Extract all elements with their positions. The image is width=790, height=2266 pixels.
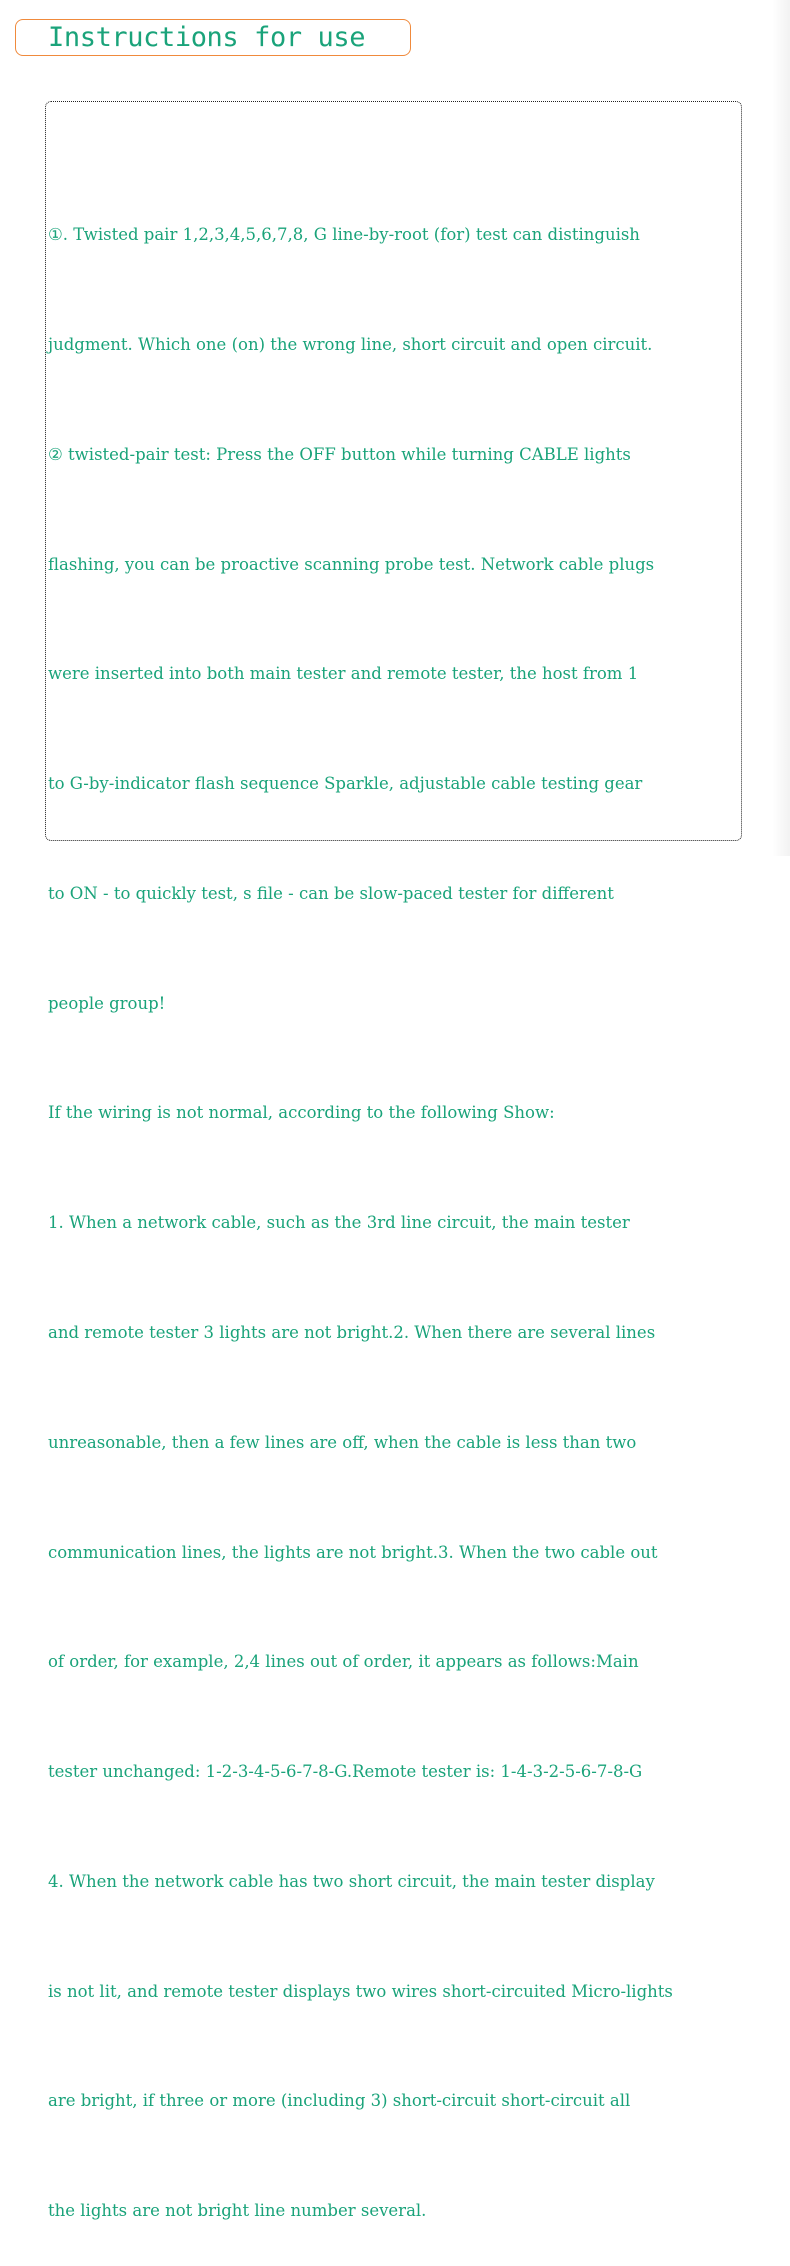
instruction-line: to ON - to quickly test, s file - can be slow-paced tester for different — [48, 883, 614, 903]
instruction-line: If the wiring is not normal, according to the following Show: — [48, 1103, 555, 1123]
instruction-line: and remote tester 3 lights are not bright.2. When there are several lines — [48, 1323, 656, 1342]
instruction-line: the lights are not bright line number several. — [48, 2201, 427, 2221]
instruction-line: people group! — [48, 993, 166, 1013]
instruction-line: ② twisted-pair test: Press the OFF button while turning CABLE lights — [48, 444, 631, 464]
instruction-line: tester unchanged: 1-2-3-4-5-6-7-8-G.Remote tester is: 1-4-3-2-5-6-7-8-G — [48, 1762, 643, 1782]
instructions-text — [48, 144, 788, 2266]
instruction-line: are bright, if three or more (including 3) short-circuit short-circuit all — [48, 2091, 631, 2111]
instruction-line: to G-by-indicator flash sequence Sparkle, adjustable cable testing gear — [48, 774, 643, 794]
instruction-line: ①. Twisted pair 1,2,3,4,5,6,7,8, G line-by-root (for) test can distinguish — [48, 225, 640, 245]
instruction-line: judgment. Which one (on) the wrong line, short circuit and open circuit. — [48, 334, 653, 354]
instruction-line: were inserted into both main tester and remote tester, the host from 1 — [48, 664, 639, 684]
instruction-line: 4. When the network cable has two short circuit, the main tester display — [48, 1871, 655, 1891]
instruction-line: communication lines, the lights are not bright.3. When the two cable out — [48, 1542, 658, 1562]
instruction-line: 1. When a network cable, such as the 3rd line circuit, the main tester — [48, 1213, 630, 1233]
title-box — [15, 19, 411, 56]
instruction-line: of order, for example, 2,4 lines out of order, it appears as follows:Main — [48, 1652, 639, 1672]
instruction-line: is not lit, and remote tester displays two wires short-circuited Micro-lights — [48, 1981, 673, 2001]
instruction-line: flashing, you can be proactive scanning probe test. Network cable plugs — [48, 554, 655, 574]
page-title: Instructions for use — [48, 22, 366, 53]
instruction-line: unreasonable, then a few lines are off, when the cable is less than two — [48, 1432, 637, 1452]
